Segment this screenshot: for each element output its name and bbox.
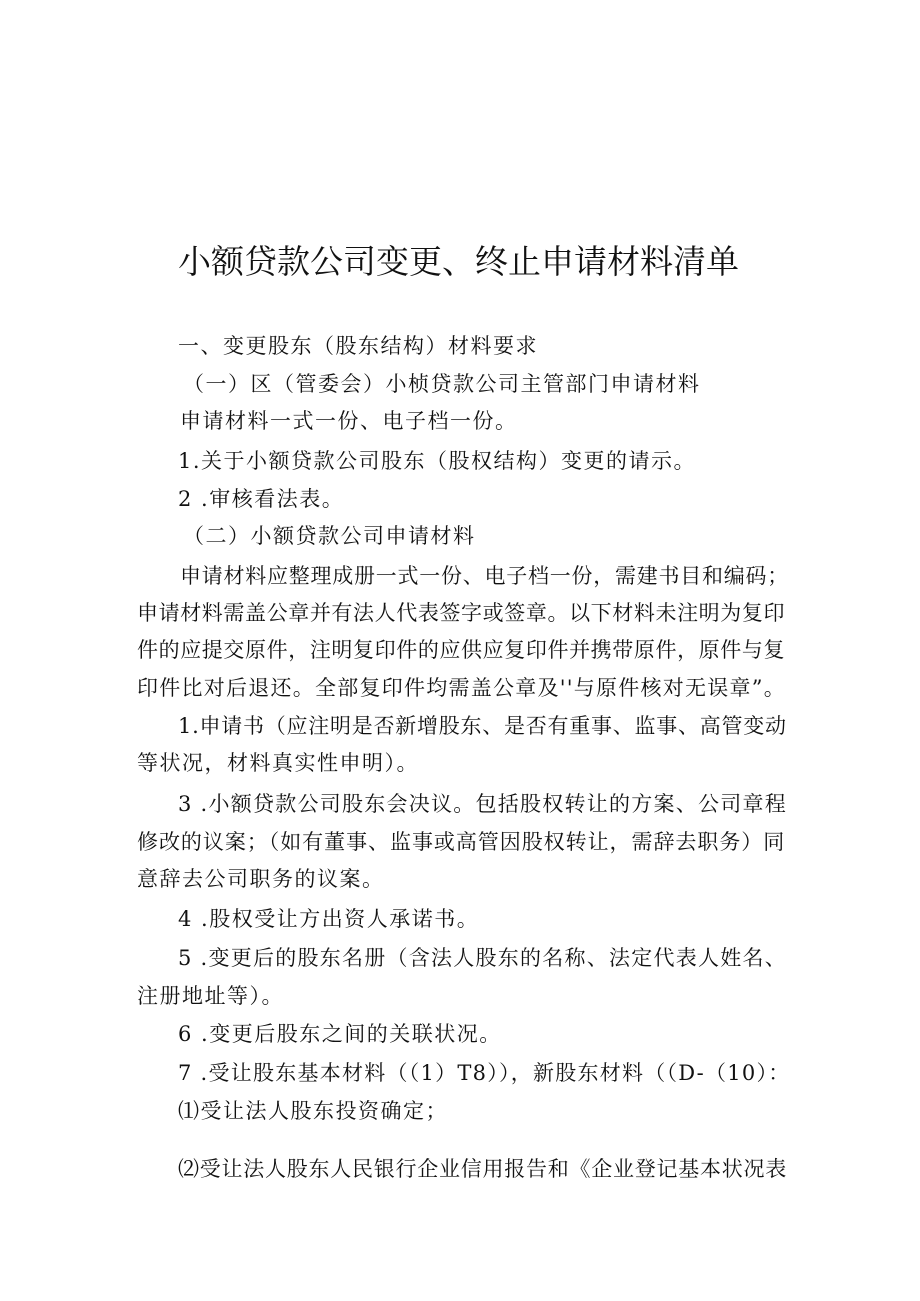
list-item: 6 .变更后股东之间的关联状况。: [178, 1022, 502, 1046]
paragraph-line: 印件比对后退还。全部复印件均需盖公章及''与原件核对无误章”。: [137, 676, 787, 700]
list-item: 2 .审核看法表。: [178, 487, 345, 511]
sub-list-item: ⑵受让法人股东人民银行企业信用报告和《企业登记基本状况表: [178, 1157, 787, 1181]
list-item: 7 .受让股东基本材料（（1）T8）），新股东材料（（D-（10）：: [178, 1061, 791, 1085]
list-item: 1.申请书（应注明是否新增股东、是否有重事、监事、高管变动: [178, 714, 787, 738]
paragraph-line: 申请材料应整理成册一式一份、电子档一份，需建书目和编码；: [180, 564, 789, 588]
sub-list-item: ⑴受让法人股东投资确定；: [178, 1099, 448, 1123]
subsection-heading: （二）小额贷款公司申请材料: [183, 524, 476, 548]
section-heading: 一、变更股东（股东结构）材料要求: [178, 334, 538, 358]
list-item: 注册地址等）。: [137, 984, 284, 1008]
document-title: 小额贷款公司变更、终止申请材料清单: [178, 242, 739, 281]
paragraph-line: 件的应提交原件，注明复印件的应供应复印件并携带原件，原件与复: [137, 638, 785, 662]
paragraph-line: 申请材料一式一份、电子档一份。: [180, 409, 518, 433]
list-item: 等状况，材料真实性申明）。: [137, 751, 419, 775]
list-item: 3 .小额贷款公司股东会决议。包括股权转让的方案、公司章程: [178, 792, 787, 816]
list-item: 意辞去公司职务的议案。: [137, 867, 385, 891]
list-item: 4 .股权受让方出资人承诺书。: [178, 907, 480, 931]
paragraph-line: 申请材料需盖公章并有法人代表签字或签章。以下材料未注明为复印: [137, 601, 785, 625]
list-item: 修改的议案；（如有董事、监事或高管因股权转让，需辞去职务）同: [137, 830, 785, 854]
list-item: 1.关于小额贷款公司股东（股权结构）变更的请示。: [178, 449, 697, 473]
list-item: 5 .变更后的股东名册（含法人股东的名称、法定代表人姓名、: [178, 946, 787, 970]
subsection-heading: （一）区（管委会）小桢贷款公司主管部门申请材料: [183, 372, 701, 396]
